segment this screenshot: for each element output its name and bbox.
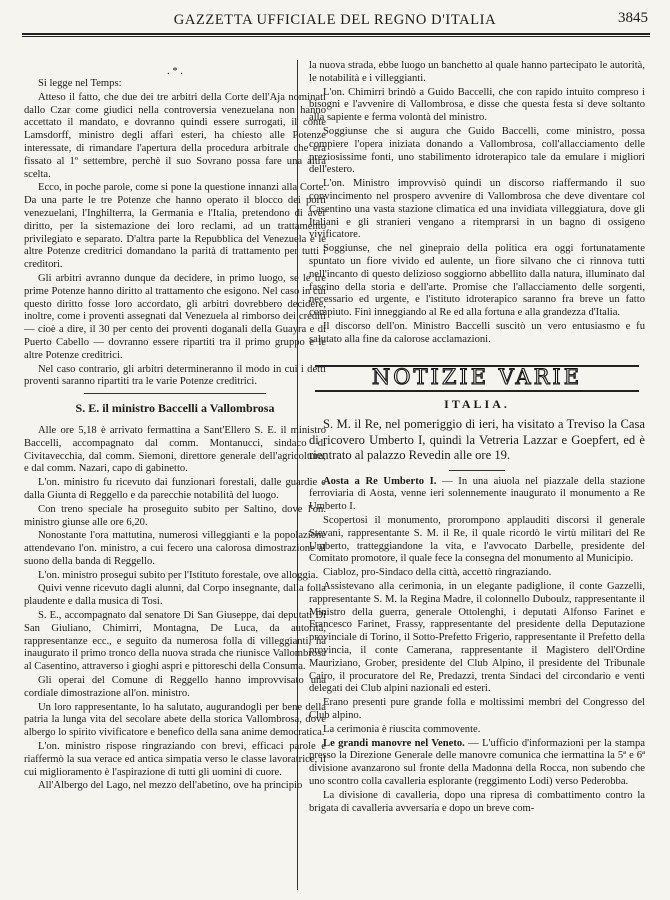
paragraph: Quivi venne ricevuto dagli alunni, dal Corpo insegnante, dalla folla plaudente e dalla musica di Tosi. [24, 583, 326, 608]
lead-paragraph: S. M. il Re, nel pomeriggio di ieri, ha visitato a Treviso la Casa di ricovero Umberto I, quindi la Vetreria Lazzar e Goepfert, ed è rientrato al palazzo Revedin alle ore 19. [309, 417, 645, 463]
paragraph: Soggiunse, che nel ginepraio della politica era oggi fortunatamente spuntato un fiore vivido ed aulente, un fiore silvano che ci rinnova tutti nell'incanto di questo delizioso soggiorno abbellito dalla natura, illuminato dal fascino della storia e dell'arte. Promise che l'allacciamento delle sorgenti, necessario ed urgente, e l'istituto idroterapico saranno fra breve un fatto compiuto. Finì inneggiando al Re ed alla fortuna e alla grandezza d'Italia. [309, 243, 645, 319]
paragraph: L'on. Chimirri brindò a Guido Baccelli, che con rapido intuito compreso i bisogni e l'avvenire di Vallombrosa, e disse che questa festa si deve soltanto alla sapiente e ferma volontà del ministro. [309, 86, 645, 124]
paragraph: L'on. ministro fu ricevuto dai funzionari forestali, dalle guardie e dalla Giunta di Reggello e da parecchie notabilità del luogo. [24, 477, 326, 501]
paragraph: Ciabloz, pro-Sindaco della città, accettò ringraziando. [323, 567, 552, 579]
newspaper-title: GAZZETTA UFFICIALE DEL REGNO D'ITALIA [173, 12, 497, 28]
paragraph: L'on. Ministro improvvisò quindi un discorso riaffermando il suo convincimento nel prospero avvenire di Vallombrosa che deve diventare col Casentino una vasta stazione climatica ed una invidiata villeggiatura, dove gli Italiani e gli stranieri vengano a ritemprarsi in un bagno di ossigeno vivificatore. [309, 178, 645, 241]
paragraph: Soggiunse che si augura che Guido Baccelli, come ministro, possa compiere l'opera iniziata donando a Vallombrosa, coll'allacciamento delle preziosissime fonti, uno stabilimento idroterapico tale da emulare i migliori dell'estero. [309, 125, 645, 176]
header-rule-top [22, 33, 650, 35]
paragraph: L'on. ministro rispose ringraziando con brevi, efficaci parole e riaffermò la sua verace ed antica simpatia verso le classe lavoratrice, il cui miglioramento è l'aspirazione di tutti gli uomini di cuore. [24, 741, 326, 778]
aosta-text: — In una aiuola nel piazzale della stazione ferroviaria di Aosta, venne ieri solennemente inaugurato il monumento a Re Umberto I. [309, 475, 645, 513]
paragraph: Il discorso dell'on. Ministro Baccelli suscitò un vero entusiasmo e fu salutato alla fine da calorose acclamazioni. [309, 320, 645, 345]
notizie-title: NOTIZIE VARIE [371, 364, 583, 389]
ornament-dots: . * . [167, 66, 183, 77]
paragraph: La cerimonia è riuscita commovente. [323, 723, 481, 735]
paragraph: Atteso il fatto, che due dei tre arbitri della Corte dell'Aja nominati dallo Czar come giudici nella controversia venezuelana non hanno accettato il mandato, e dovranno quindi essere surrogati, il conte Lamsdorff, ministro degli affari esteri, ha chiesto alle Potenze interessate, di rimandare l'apertura della procedura arbitrale che era fissato al 1º settembre, perchè il suo Sovrano possa fare una altra scelta. [24, 91, 326, 180]
manovre-paragraph [309, 738, 645, 789]
manovre-heading: Le grandi manovre nel Veneto. [323, 737, 465, 749]
paragraph: Un loro rappresentante, lo ha salutato, augurandogli per bene della patria la lunga vita del secolare abete della storica Vallombrosa, dove albergo lo spirito vivificatore e benefico della sana anime democratica. [24, 701, 326, 739]
paragraph: Alle ore 5,18 è arrivato fermattina a Sant'Ellero S. E. il ministro Baccelli, accompagnato dal comm. Montanucci, sindaco di Civitavecchia, dal comm. Siemoni, direttore generale dell'agricoltura, e dal comm. Nazari, capo di gabinetto. [24, 424, 326, 475]
aosta-paragraph [309, 476, 645, 514]
short-rule [449, 470, 505, 471]
paragraph: Nonostante l'ora mattutina, numerosi villeggianti e la popolazione attendevano l'on. ministro, a cui fecero una calorosa dimostrazione al suono della banda di Reggello. [24, 530, 326, 567]
manovre-text: — L'ufficio d'informazioni per la stampa presso la Direzione Generale delle manovre comunica che iermattina la 5ª e 6ª divisione avanzarono sul fronte della Madonna della Rocca, non subendo che uno scontro colla cavalleria esplorante (reggimento Lodi) verso Pederobba. [309, 737, 645, 787]
paragraph: Erano presenti pure grande folla e moltissimi membri del Congresso del Club alpino. [309, 697, 645, 721]
paragraph: Gli operai del Comune di Reggello hanno improvvisato una cordiale dimostrazione all'on. ministro. [24, 675, 326, 699]
right-column [309, 60, 645, 890]
paragraph: L'on. ministro prosegui subito per l'Istituto forestale, ove alloggia. [38, 569, 319, 581]
page-header [0, 0, 670, 34]
italia-subtitle: ITALIA. [444, 397, 510, 412]
paragraph: Assistevano alla cerimonia, in un elegante padiglione, il conte Gazzelli, rappresentante S. M. la Regina Madre, il colonnello Duboulz, rappresentante il Ministro della guerra, generale Ottolenghi, i deputati Alfonso Farinet e Francesco Farinet, Frassy, rappresentante del presidente della Deputazione provinciale di Torino, il Sotto-Prefetto Frigerio, rappresentante il Prefetto della provincia, il conte Camerana, rappresentante il Magistero dell'Ordine Mauriziano, Grober, presidente del Club Alpino, il presidente del Tribunale Cairo, il procuratore del Re, Predazzi, trenta Sindaci del circondario e venti delegati dei Club alpini nazionali ed esteri. [309, 581, 645, 695]
header-rule-bottom [22, 36, 650, 37]
left-column [24, 60, 326, 890]
paragraph: la nuova strada, ebbe luogo un banchetto al quale hanno partecipato le autorità, le notabilità e i villeggianti. [309, 60, 645, 84]
paragraph: Con treno speciale ha proseguito subito per Saltino, dove l'on. ministro giunse alle ore 6,20. [24, 503, 326, 528]
section-separator [84, 393, 266, 394]
page-number: 3845 [618, 10, 648, 26]
paragraph: Scopertosi il monumento, prorompono applauditi discorsi il generale Stevani, rappresentante S. M. il Re, il quale ricordò le virtù militari del Re Umberto, tratteggiandone la vita, e l'avvocato Darbelle, presidente del Comitato promotore, il quale fece la consegna del monumento al Municipio. [309, 515, 645, 565]
paragraph: Nel caso contrario, gli arbitri determineranno il modo in cui i detti proventi saranno ripartiti tra le varie Potenze creditrici. [24, 363, 326, 388]
paragraph: Ecco, in poche parole, come si pone la questione innanzi alla Corte. Da una parte le tre Potenze che hanno operato il blocco dei porti venezuelani, l'Inghilterra, la Germania e l'Italia, pretendono di aver diritto, per la sistemazione dei loro reclami, ad un trattamento privilegiato e separato. D'altra parte la Repubblica del Venezuela e le altre Potenze creditrici domandano la parità di trattamento per tutti i creditori. [24, 182, 326, 271]
paragraph: La divisione di cavalleria, dopo una ripresa di combattimento contro la brigata di cavalleria avversaria e dopo un breve com- [309, 789, 645, 814]
notizie-banner [315, 365, 639, 393]
paragraph: Gli arbitri avranno dunque da decidere, in primo luogo, se le tre prime Potenze hanno diritto al trattamento che esigono. Nel caso in cui questo diritto fosse loro accordato, gli arbitri dovrebbero decidere, inoltre, come i proventi assegnati dal Venezuela al rimborso dei crediti — cioè a dire, il 30 per cento dei proventi doganali della Guayra e di Puerto Cabello — dovranno essere ripartiti tra il primo gruppo e le altre Potenze creditrici. [24, 272, 326, 361]
paragraph: S. E., accompagnato dal senatore Di San Giuseppe, dai deputati Di San Giuliano, Chimirri, Montagna, De Luca, da autorità, rappresentanze ecc., e seguito da numerosa folla di villeggianti, ha inaugurato il primo tronco della nuova strada che riunisce Vallombrosa al Casentino, attraverso i gioghi aspri e pittoreschi della Consuma. [24, 610, 326, 673]
aosta-heading: Aosta a Re Umberto I. [323, 475, 437, 487]
section-title: S. E. il ministro Baccelli a Vallombrosa [75, 401, 275, 416]
paragraph: All'Albergo del Lago, nel mezzo dell'abetino, ove ha principio [38, 780, 303, 792]
paragraph: Si legge nel Temps: [38, 78, 122, 89]
